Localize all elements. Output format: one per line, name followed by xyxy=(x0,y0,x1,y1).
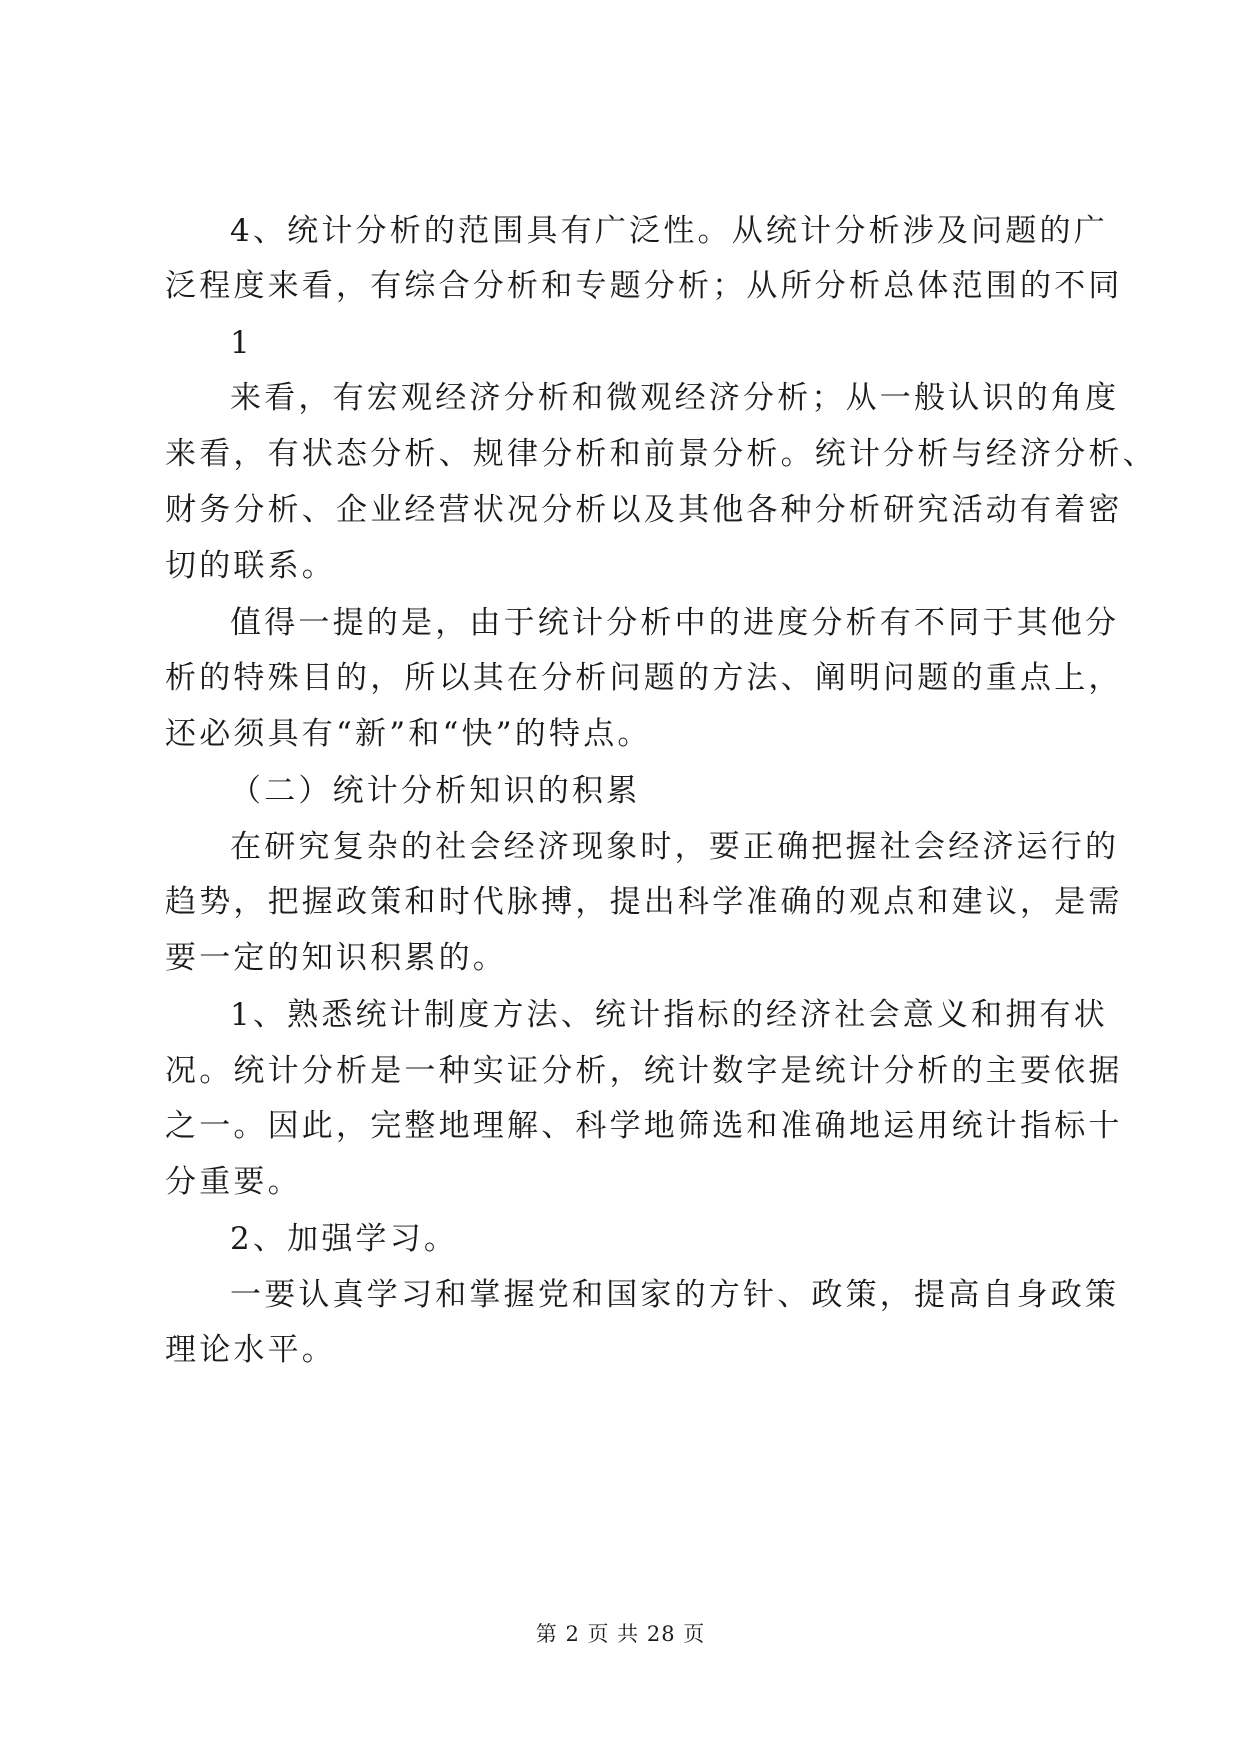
text-line: 财务分析、企业经营状况分析以及其他各种分析研究活动有着密 xyxy=(165,492,1123,528)
text-line: 析的特殊目的，所以其在分析问题的方法、阐明问题的重点上， xyxy=(165,660,1123,696)
text-line: 值得一提的是，由于统计分析中的进度分析有不同于其他分 xyxy=(230,605,1120,641)
text-line: 况。统计分析是一种实证分析，统计数字是统计分析的主要依据 xyxy=(165,1053,1123,1089)
text-line: 趋势，把握政策和时代脉搏，提出科学准确的观点和建议，是需 xyxy=(165,884,1123,920)
text-line: 要一定的知识积累的。 xyxy=(165,940,507,976)
text-line: 切的联系。 xyxy=(165,548,336,584)
text-line: 分重要。 xyxy=(165,1164,302,1200)
text-line: 来看，有宏观经济分析和微观经济分析；从一般认识的角度 xyxy=(230,380,1120,416)
page-number-marker: 1 xyxy=(230,325,253,361)
text-line: 理论水平。 xyxy=(165,1332,336,1368)
text-line: 还必须具有“新”和“快”的特点。 xyxy=(165,716,652,752)
section-heading: （二）统计分析知识的积累 xyxy=(230,773,641,809)
text-line: 4、统计分析的范围具有广泛性。从统计分析涉及问题的广 xyxy=(230,213,1108,249)
text-line: 1、熟悉统计制度方法、统计指标的经济社会意义和拥有状 xyxy=(230,997,1108,1033)
page-footer: 第 2 页 共 28 页 xyxy=(535,1622,706,1646)
text-line: 2、加强学习。 xyxy=(230,1221,459,1257)
text-line: 在研究复杂的社会经济现象时，要正确把握社会经济运行的 xyxy=(230,829,1120,865)
text-line: 一要认真学习和掌握党和国家的方针、政策，提高自身政策 xyxy=(230,1277,1120,1313)
text-line: 之一。因此，完整地理解、科学地筛选和准确地运用统计指标十 xyxy=(165,1108,1123,1144)
text-line: 来看，有状态分析、规律分析和前景分析。统计分析与经济分析、 xyxy=(165,436,1157,472)
text-line: 泛程度来看，有综合分析和专题分析；从所分析总体范围的不同 xyxy=(165,268,1123,304)
